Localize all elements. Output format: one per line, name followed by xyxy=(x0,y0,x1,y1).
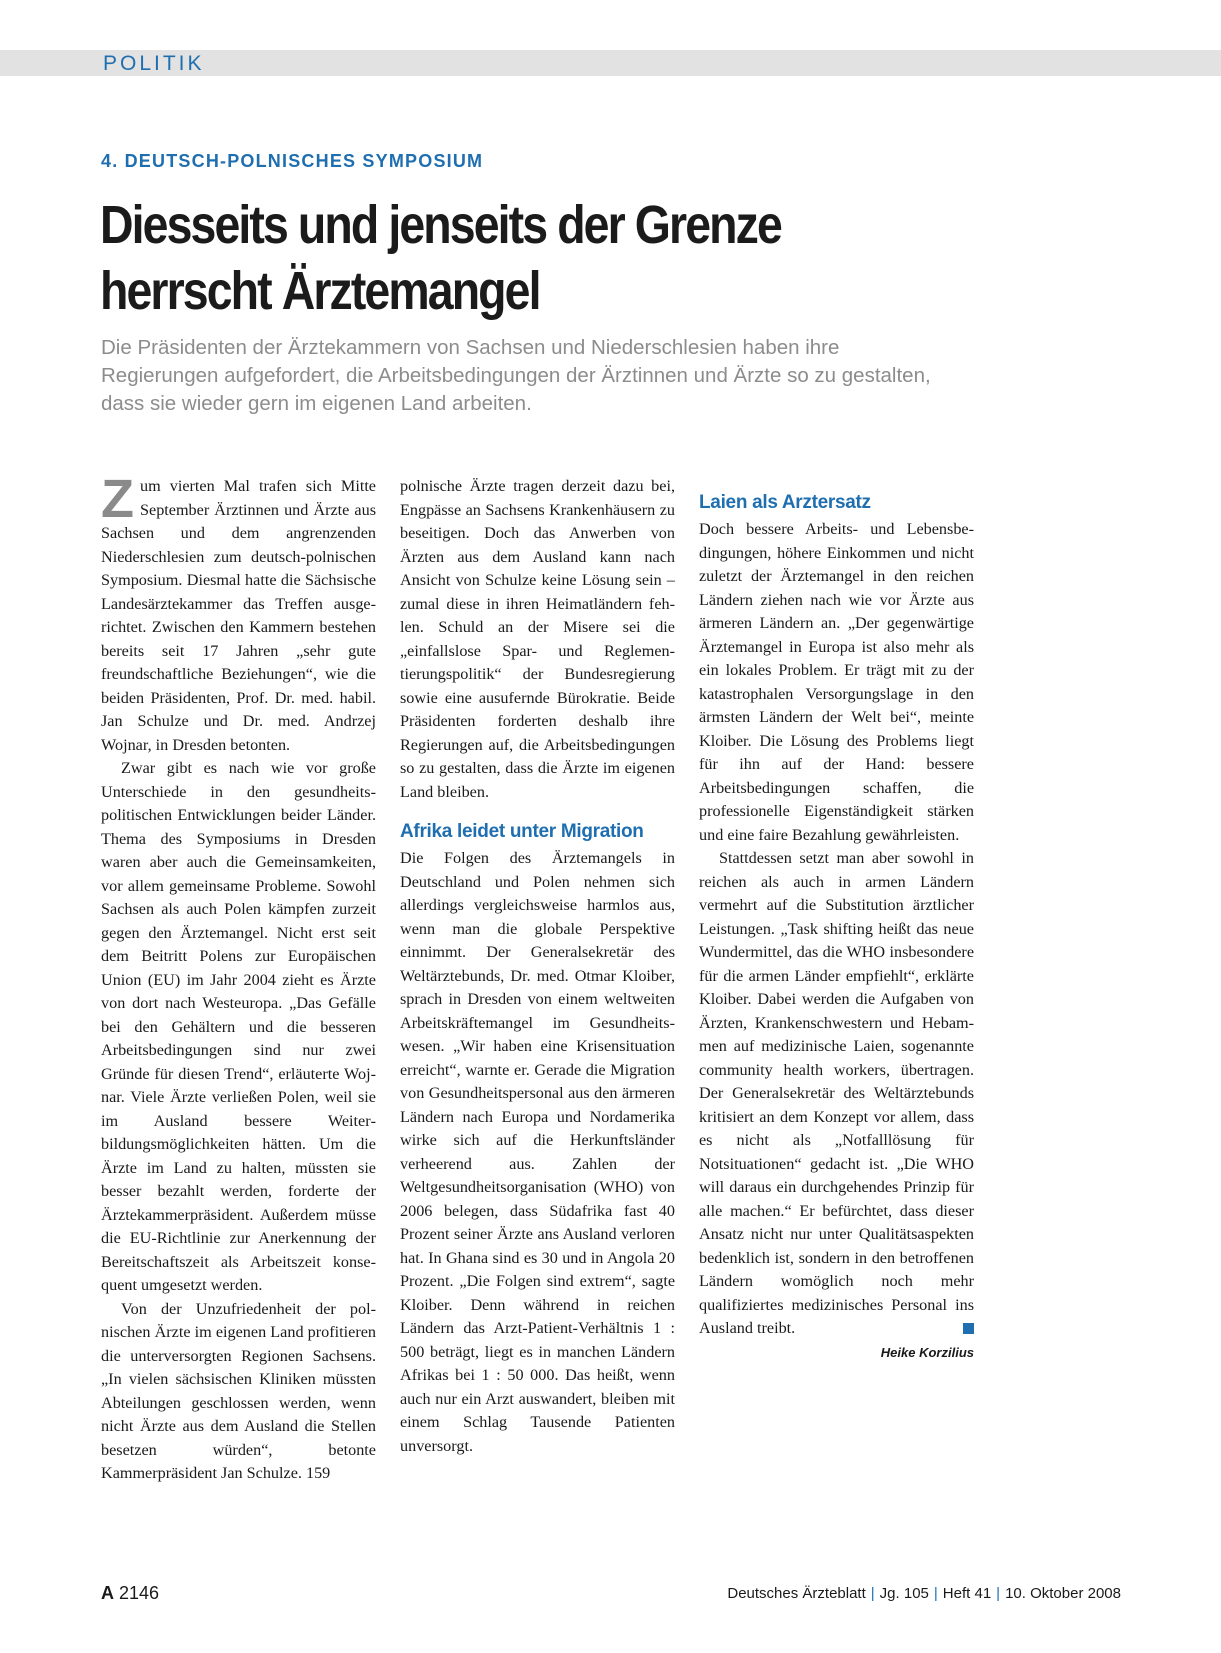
article-headline xyxy=(100,192,960,324)
headline-line-2: herrscht Ärztemangel xyxy=(100,261,540,321)
paragraph-3: Von der Unzufriedenheit der polnischen Ärzte im eigenen Land profitieren die unterversorgten Regionen Sachsens. „In vielen sächsischen Kliniken müssten Abteilungen geschlossen werden, wenn nicht Ärzte aus dem Ausland die Stellen besetzen würden“, betonte Kammerpräsident Jan Schulze. 159 xyxy=(101,1299,376,1482)
paragraph-4: Die Folgen des Ärztemangels in Deutschland und Polen nehmen sich allerdings vergleichsweise harmlos aus, wenn man die globale Perspektive einnimmt. Der Generalsekretär des Weltärztebunds, Dr. med. Otmar Kloiber, sprach in Dresden von einem weltweiten Arbeitskräftemangel im Gesundheitswesen. „Wir haben eine Krisensituation erreicht“, warnte er. Gerade die Migration von Gesundheitspersonal aus den ärmeren Ländern nach Europa und Nordamerika wirke sich auf die Herkunftsländer verheerend aus. Zahlen der Weltgesundheitsorganisation (WHO) von 2006 belegen, dass Südafrika fast 40 Prozent seiner Ärzte ans Ausland verloren hat. In Ghana sind es 30 und in Angola 20 Prozent. „Die Folgen sind extrem“, sagte Kloiber. Denn während in reichen Ländern das Arzt-Patient-Verhältnis 1 : 500 beträgt, liegt es in manchen Ländern Afrikas bei 1 : 50 000. Das heißt, wenn auch nur ein Arzt auswandert, bleiben mit einem Schlag Tausende Patienten unversorgt. xyxy=(400,849,675,1455)
paragraph-2: Zwar gibt es nach wie vor große Unterschiede in den gesundheitspolitischen Entwicklungen beider Länder. Thema des Symposiums in Dresden waren aber auch die Gemeinsamkeiten, vor allem gemeinsame Probleme. Sowohl Sachsen als auch Polen kämpfen zurzeit gegen den Ärztemangel. Nicht erst seit dem Beitritt Polens zur Europäischen Union (EU) im Jahr 2004 zieht es Ärzte von dort nach Westeuropa. „Das Gefälle bei den Gehältern und die besseren Arbeitsbedingungen sind nur zwei Gründe für diesen Trend“, erläuterte Wojnar. Viele Ärzte verließen Polen, weil sie im Ausland bessere Weiterbildungsmöglichkeiten hätten. Um die Ärzte im Land zu halten, müssten sie besser bezahlt werden, forderte der Ärztekammerpräsident. Außerdem müsse die EU-Richtlinie zur Anerkennung der Bereitschaftszeit als Arbeitszeit konsequent umgesetzt werden. xyxy=(101,759,376,1294)
text-column-1 xyxy=(101,469,376,1486)
journal-name: Deutsches Ärzteblatt xyxy=(727,1585,866,1602)
paragraph-5: Doch bessere Arbeits- und Lebensbedingungen, höhere Einkommen und nicht zuletzt der Ärztemangel in den reichen Ländern ziehen nach wie vor Ärzte aus ärmeren Ländern an. „Der gegenwärtige Ärztemangel in Europa ist also mehr als ein lokales Problem. Er trägt mit zu der katastrophalen Versorgungslage in den ärmsten Ländern der Welt bei“, meinte Kloiber. Die Lösung des Problems liegt für ihn auf der Hand: bessere Arbeitsbedingungen schaffen, die professionelle Eigenständigkeit stärken und eine faire Bezahlung gewährleisten. xyxy=(699,520,974,844)
journal-issue: Heft 41 xyxy=(942,1585,992,1602)
text-column-2 xyxy=(400,475,675,1458)
paragraph-3-continued: polnische Ärzte tragen derzeit dazu bei, Engpässe an Sachsens Krankenhäusern zu beseitigen. Doch das Anwerben von Ärzten aus dem Ausland kann nach Ansicht von Schulze keine Lösung sein – zumal diese in ihren Heimatländern fehlen. Schuld an der Misere sei die „einfallslose Spar- und Reglementierungspolitik“ der Bundesregierung sowie eine ausufernde Bürokratie. Beide Präsidenten forderten deshalb ihre Regierungen auf, die Arbeitsbedingungen so zu gestalten, dass die Ärzte im eigenen Land bleiben. xyxy=(400,477,675,801)
journal-date: 10. Oktober 2008 xyxy=(1005,1585,1121,1602)
paragraph-6: Stattdessen setzt man aber sowohl in reichen als auch in armen Ländern vermehrt auf die Substitution ärztlicher Leistungen. „Task shifting heißt das neue Wundermittel, das die WHO insbesondere für die armen Länder empfiehlt“, erklärte Kloiber. Dabei werden die Aufgaben von Ärzten, Krankenschwestern und Hebammen auf medizinische Laien, sogenannte community health workers, übertragen. Der Generalsekretär des Weltärztebunds kritisiert an dem Konzept vor allem, dass es nicht als „Notfalllösung für Notsituationen“ gedacht ist. „Die WHO will daraus ein durchgehendes Prinzip für alle machen.“ Er befürchtet, dass dieser Ansatz nicht nur unter Qualitätsaspekten bedenklich ist, sondern in den betroffenen Ländern womöglich noch mehr qualifiziertes medizinisches Personal ins Ausland treibt. xyxy=(699,849,974,1337)
text-column-3 xyxy=(699,475,974,1363)
journal-footer: Deutsches Ärzteblatt | Jg. 105 | Heft 41 | 10. Oktober 2008 xyxy=(727,1585,1121,1602)
end-mark xyxy=(963,1323,974,1334)
drop-cap: Z xyxy=(101,469,134,529)
paragraph-1-text: um vierten Mal trafen sich Mitte September Ärztinnen und Ärzte aus Sachsen und dem angrenzenden Niederschlesien zum deutsch-polnischen Symposium. Diesmal hatte die Sächsische Landesärztekammer das Treffen ausgerichtet. Zwischen den Kammern bestehen bereits seit 17 Jahren „sehr gute freundschaftliche Beziehungen“, wie die beiden Präsidenten, Prof. Dr. med. habil. Jan Schulze und Dr. med. Andrzej Wojnar, in Dresden betonten. xyxy=(101,477,376,754)
headline-line-1: Diesseits und jenseits der Grenze xyxy=(100,195,781,255)
page-number-value: 2146 xyxy=(119,1583,160,1603)
author-name: Heike Korzilius xyxy=(880,1344,974,1360)
article-kicker: 4. DEUTSCH-POLNISCHES SYMPOSIUM xyxy=(101,151,484,171)
page-prefix: A xyxy=(101,1583,114,1603)
page-number xyxy=(101,1583,159,1604)
subhead-afrika: Afrika leidet unter Migration xyxy=(400,821,644,842)
subhead-laien: Laien als Arztersatz xyxy=(699,492,871,513)
paragraph-1 xyxy=(101,469,376,757)
section-label: POLITIK xyxy=(103,52,205,75)
journal-volume: Jg. 105 xyxy=(879,1585,929,1602)
article-lead: Die Präsidenten der Ärztekammern von Sachsen und Niederschlesien haben ihre Regierungen aufgefordert, die Arbeitsbedingungen der Ärztinnen und Ärzte so zu gestalten, dass sie wieder gern im eigenen Land arbeiten. xyxy=(101,336,931,415)
